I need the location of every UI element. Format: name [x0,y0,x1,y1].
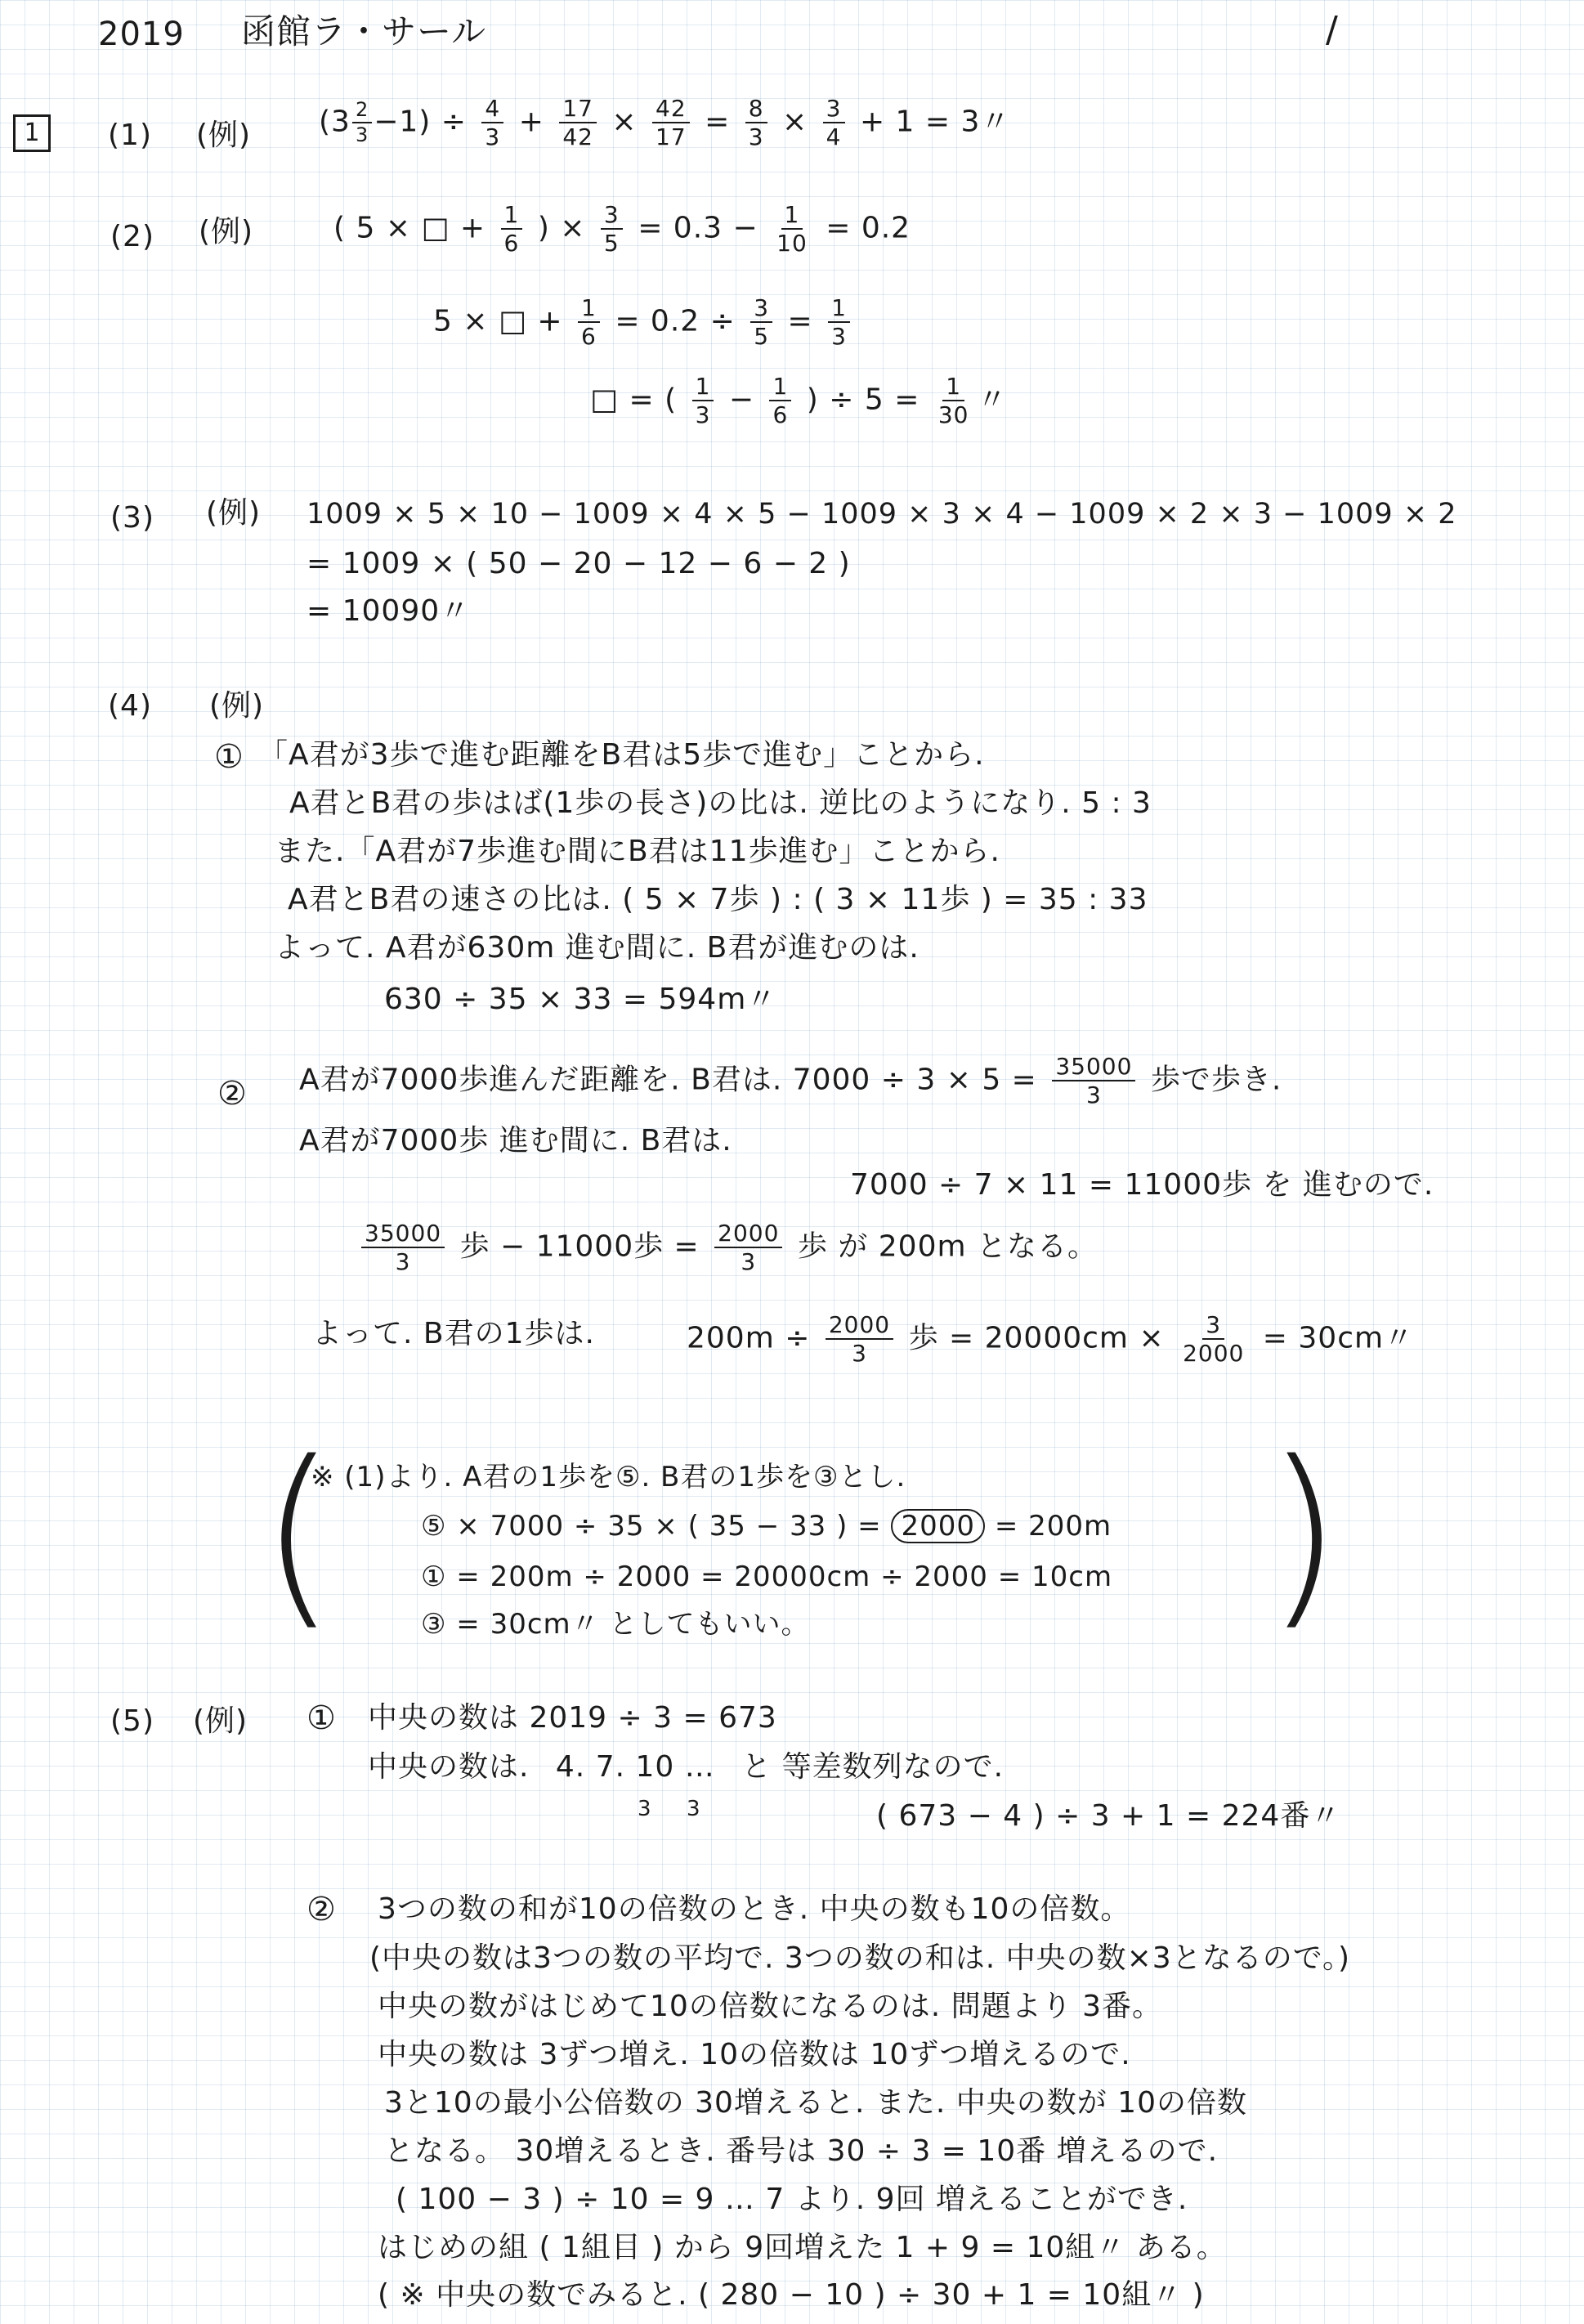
q5-p2-line-8: はじめの組 ( 1組目 ) から 9回増えた 1 + 9 = 10組〃 ある。 [378,2231,1227,2264]
q4-p2-line-3: 7000 ÷ 7 × 11 = 11000歩 を 進むので. [850,1168,1434,1202]
q4-p1-line-5: よって. A君が630m 進む間に. B君が進むのは. [275,931,920,965]
q4-p2-l5-frac-1: $\frac{2000}{3}$ [826,1313,893,1366]
q4-p2-l5-frac-2: $\frac{3}{2000}$ [1183,1311,1245,1368]
q3-line-3: = 10090〃 [307,594,471,628]
q5-p1-line-1: 中央の数は 2019 ÷ 3 = 673 [368,1701,777,1735]
q2-l2-frac-1: $\frac{1}{6}$ [578,296,600,349]
q5-p1-line-3: ( 673 − 4 ) ÷ 3 + 1 = 224番〃 [876,1799,1341,1833]
q2-l3-frac-2: $\frac{1}{6}$ [769,374,791,428]
q4-note-line-1: ※ (1)より. A君の1歩を⑤. B君の1歩を③とし. [311,1461,906,1493]
q5-label: (5) [110,1704,154,1738]
q3-label: (3) [110,501,154,535]
q4-p2-l4-frac-2: $\frac{2000}{3}$ [714,1221,782,1274]
q1-pre: (3 [319,105,351,139]
q5-p2-line-2: (中央の数は3つの数の平均で. 3つの数の和は. 中央の数×3となるので。) [369,1941,1351,1975]
q5-example: (例) [193,1704,248,1738]
q4-note-line-4: ③ = 30cm〃 としてもいい。 [421,1608,810,1641]
q1-op2: × [611,105,638,139]
q5-p2-line-6: となる。 30増えるとき. 番号は 30 ÷ 3 = 10番 増えるので. [384,2134,1219,2168]
header-year: 2019 [98,16,185,53]
q5-p2-line-4: 中央の数は 3ずつ増え. 10の倍数は 10ずつ増えるので. [378,2038,1131,2071]
q4-p1-line-3: また.「A君が7歩進む間にB君は11歩進む」ことから. [275,835,1000,868]
q3-line-1: 1009 × 5 × 10 − 1009 × 4 × 5 − 1009 × 3 × 4 − 1009 × 2 × 3 − 1009 × 2 [307,498,1457,531]
q1-frac-4: $\frac{8}{3}$ [745,96,767,150]
q2-line-3: □ = ( $\frac{1}{3}$ − $\frac{1}{6}$ ) ÷ 5 = $\frac{1}{30}$ 〃 [590,373,1008,429]
q4-p2-line-1: A君が7000歩進んだ距離を. B君は. 7000 ÷ 3 × 5 = $\frac{35000}{3}$ 歩で歩き. [299,1053,1282,1109]
page-mark: / [1326,9,1339,51]
q1-mixed-frac: $\frac{2}{3}$ [352,100,372,146]
q4-p1-number: ① [214,738,244,776]
q1-frac-5: $\frac{3}{4}$ [823,96,845,150]
q4-label: (4) [108,689,152,723]
q4-p1-line-6: 630 ÷ 35 × 33 = 594m〃 [384,983,777,1016]
q4-p2-line-5-label: よって. B君の1歩は. [312,1317,595,1350]
q1-example: (例) [196,119,252,152]
q4-p2-number: ② [217,1075,248,1113]
q3-line-2: = 1009 × ( 50 − 20 − 12 − 6 − 2 ) [307,547,851,580]
q2-l2-frac-3: $\frac{1}{3}$ [828,296,850,349]
q4-p2-l4-frac-1: $\frac{35000}{3}$ [361,1221,445,1274]
q1-frac-1: $\frac{4}{3}$ [481,96,503,150]
q1-frac-2: $\frac{17}{42}$ [559,96,597,150]
q4-p1-line-2: A君とB君の歩はば(1歩の長さ)の比は. 逆比のようになり. 5 : 3 [289,786,1152,820]
q5-p2-line-5: 3と10の最小公倍数の 30増えると. また. 中央の数が 10の倍数 [384,2086,1247,2120]
q4-p2-line-4: $\frac{35000}{3}$ 歩 − 11000歩 = $\frac{2000}{3}$ 歩 が 200m となる。 [356,1221,1098,1274]
q5-p2-line-1: 3つの数の和が10の倍数のとき. 中央の数も10の倍数。 [378,1892,1131,1926]
q2-l1-frac-3: $\frac{1}{10}$ [776,201,808,257]
q5-p1-line-2: 中央の数は. 4. 7. 10 … と 等差数列なので. [368,1750,1005,1784]
q4-p1-line-4: A君とB君の速さの比は. ( 5 × 7歩 ) : ( 3 × 11歩 ) = 35 : 33 [288,883,1148,916]
q1-op1: + [518,105,544,139]
q2-line-1: ( 5 × □ + $\frac{1}{6}$ ) × $\frac{3}{5}$ = 0.3 − $\frac{1}{10}$ = 0.2 [333,201,911,257]
q2-l2-frac-2: $\frac{3}{5}$ [750,296,772,349]
q4-p2-line-2: A君が7000歩 進む間に. B君は. [299,1124,732,1158]
q5-diff-a: 3 [638,1797,651,1821]
q1-frac-3: $\frac{42}{17}$ [652,96,690,150]
q5-p2-line-9: ( ※ 中央の数でみると. ( 280 − 10 ) ÷ 30 + 1 = 10組〃 ) [378,2278,1205,2312]
q4-note-line-2: ⑤ × 7000 ÷ 35 × ( 35 − 33 ) = 2000 = 200m [421,1510,1112,1543]
q2-line-2: 5 × □ + $\frac{1}{6}$ = 0.2 ÷ $\frac{3}{5}$ = $\frac{1}{3}$ [433,296,855,349]
q4-example: (例) [209,689,265,723]
header-school: 函館ラ・サール [241,11,487,51]
q2-example: (例) [199,215,254,249]
note-circled-2000: 2000 [891,1509,985,1543]
note-left-paren: ( [260,1419,337,1648]
q4-note-line-3: ① = 200m ÷ 2000 = 20000cm ÷ 2000 = 10cm [421,1561,1113,1593]
problem-number [13,114,51,152]
q2-l3-frac-3: $\frac{1}{30}$ [937,373,969,429]
q4-p2-line-5: 200m ÷ $\frac{2000}{3}$ 歩 = 20000cm × $\frac{3}{2000}$ = 30cm〃 [687,1311,1415,1368]
q5-diff-b: 3 [687,1797,700,1821]
q3-example: (例) [206,496,262,530]
q1-eq: = [705,105,731,139]
q5-p1-number: ① [307,1699,337,1737]
q1-op3: × [782,105,808,139]
q1-expression [319,96,1010,150]
problem-number-box: 1 [13,114,51,152]
q2-l3-frac-1: $\frac{1}{3}$ [692,374,714,428]
note-right-paren: ) [1265,1419,1342,1648]
q5-p2-line-7: ( 100 − 3 ) ÷ 10 = 9 … 7 より. 9回 増えることができ. [396,2183,1188,2216]
q1-mid1: −1) ÷ [374,105,467,139]
q2-l1-frac-2: $\frac{3}{5}$ [601,203,623,256]
q2-l1-frac-1: $\frac{1}{6}$ [501,203,523,256]
q4-p2-l1-frac: $\frac{35000}{3}$ [1052,1055,1135,1108]
q4-p1-line-1: 「A君が3歩で進む距離をB君は5歩で進む」ことから. [258,738,985,772]
q1-tail: + 1 = 3〃 [859,105,1011,139]
q1-label: (1) [108,119,152,152]
q5-sequence: 4. 7. 10 … [555,1750,715,1784]
q5-p2-line-3: 中央の数がはじめて10の倍数になるのは. 問題より 3番。 [378,1990,1163,2023]
q2-label: (2) [110,220,154,253]
q5-p2-number: ② [307,1891,337,1928]
